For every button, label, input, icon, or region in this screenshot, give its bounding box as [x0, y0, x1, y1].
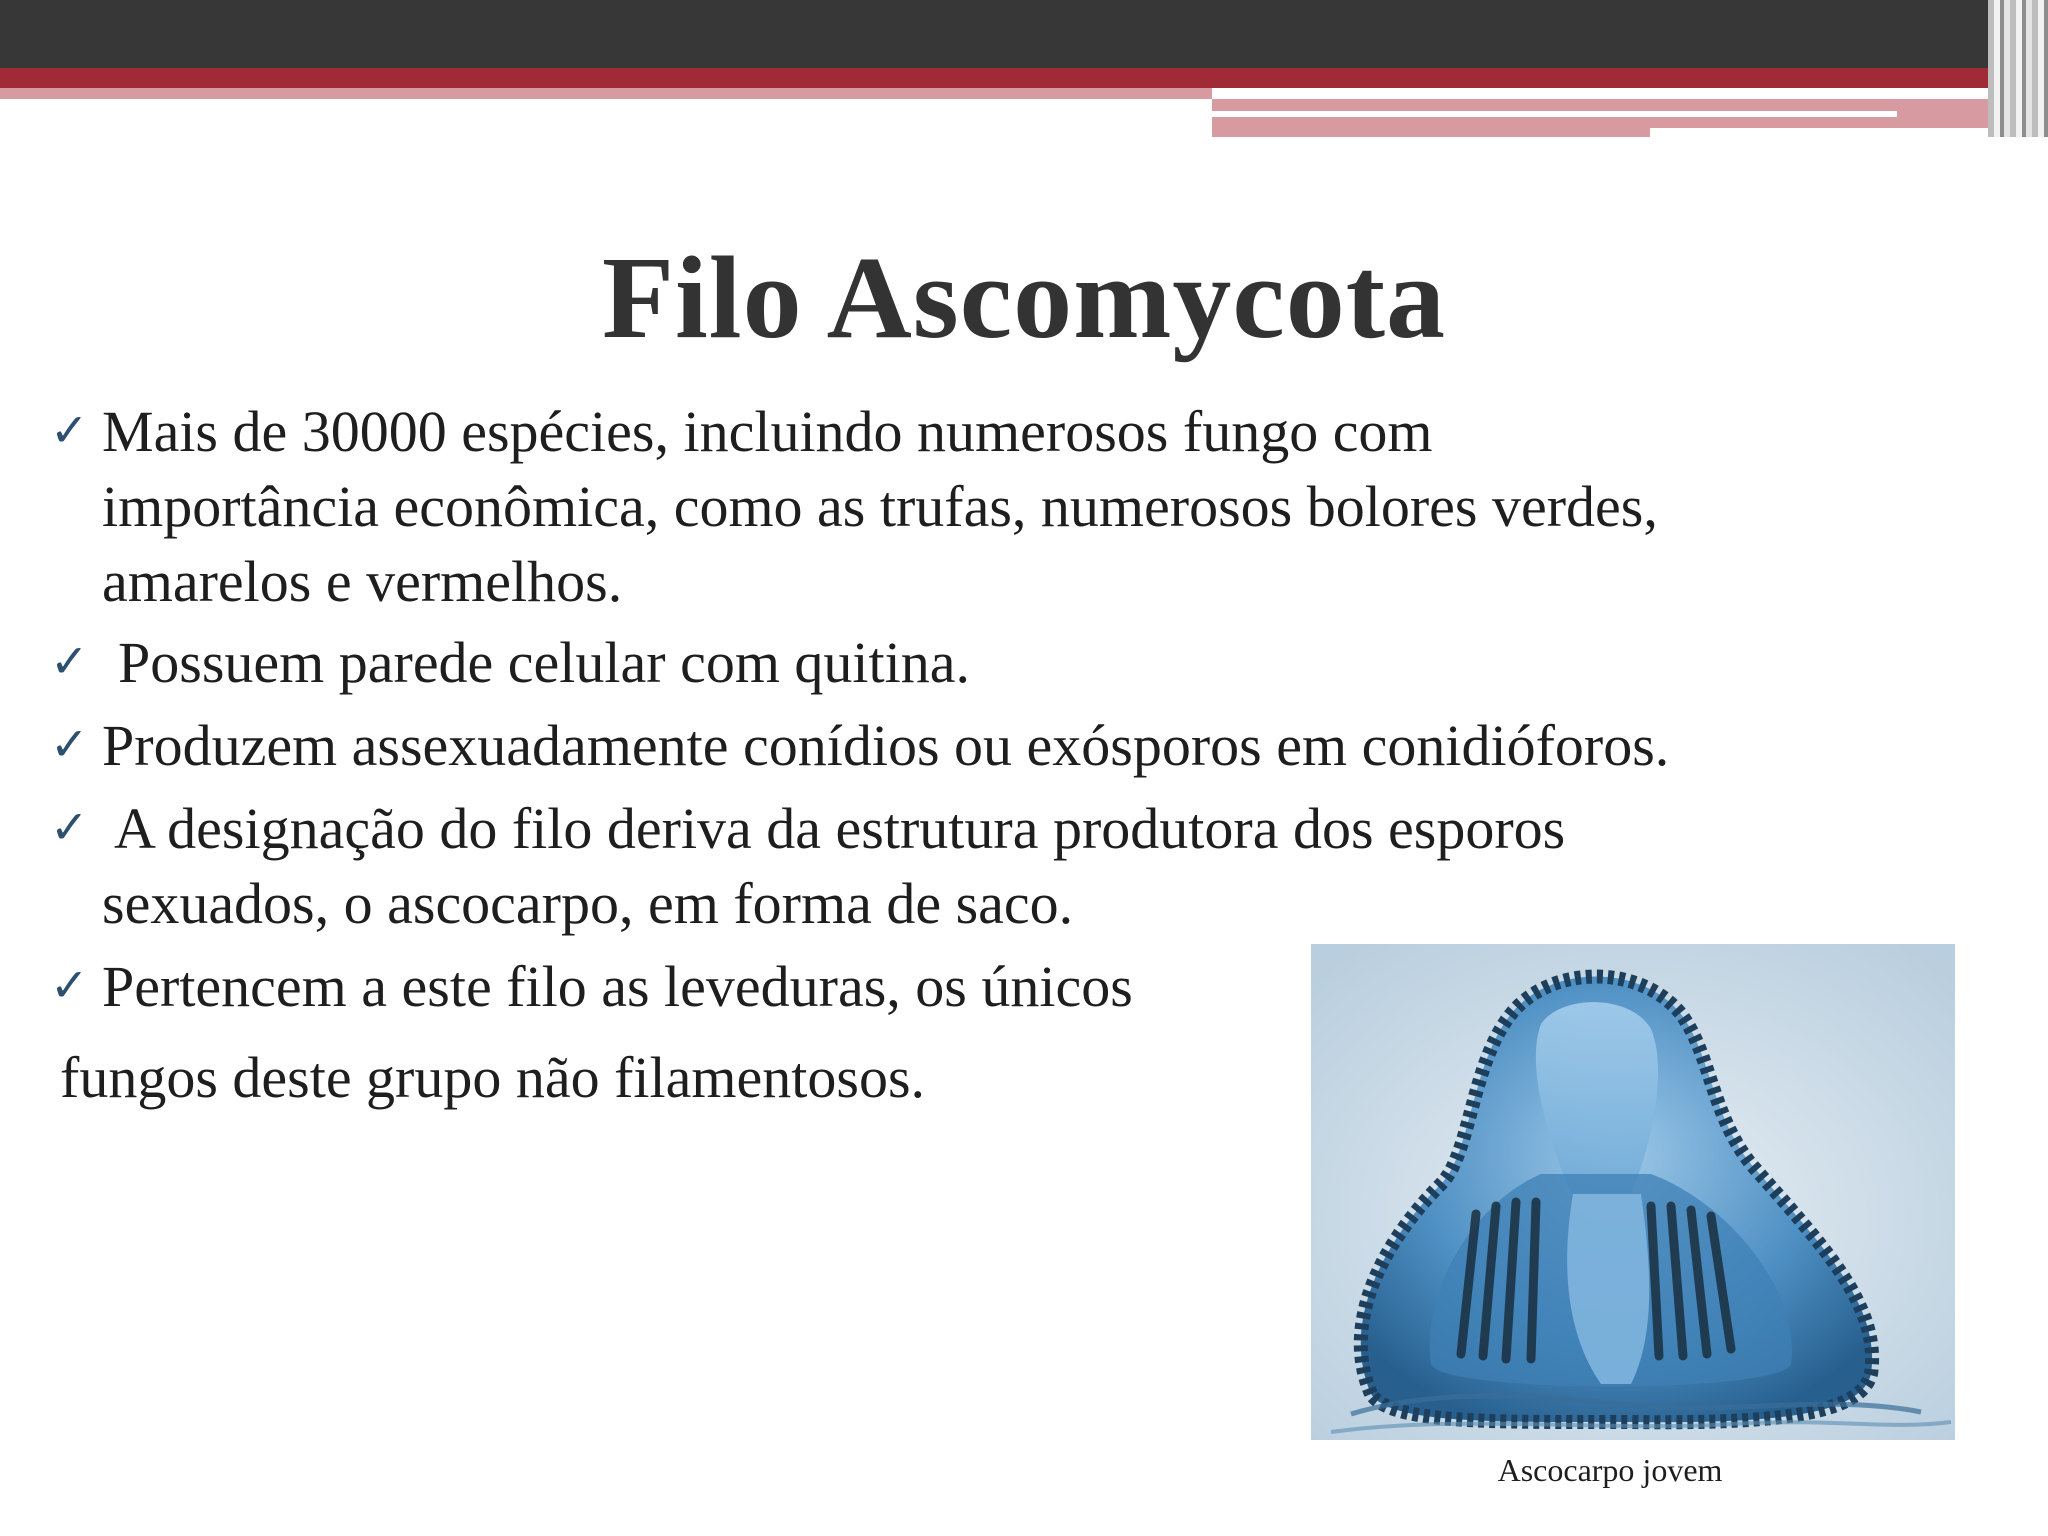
bullet-line: A designação do filo deriva da estrutura produtora dos esporos	[114, 796, 1566, 861]
bullet-list	[50, 394, 1970, 1032]
bullet-line: amarelos e vermelhos.	[102, 549, 623, 614]
figure-caption: Ascocarpo jovem	[1497, 1452, 1723, 1488]
bullet-item	[50, 394, 1970, 619]
bullet-continuation: fungos deste grupo não filamentosos.	[60, 1045, 926, 1110]
slide-title: Filo Ascomycota	[601, 232, 1447, 363]
header-white-line	[1212, 111, 1897, 117]
bullet-line: Possuem parede celular com quitina.	[118, 630, 971, 695]
bullet-line: Mais de 30000 espécies, incluindo numerosos fungo com	[102, 399, 1433, 464]
checkmark-icon: ✓	[50, 717, 89, 771]
checkmark-icon: ✓	[50, 403, 89, 457]
header-dark-bar	[0, 0, 2048, 68]
header-red-bar	[0, 68, 2048, 88]
ascocarp-image	[1311, 944, 1955, 1440]
bullet-line: Pertencem a este filo as leveduras, os únicos	[102, 954, 1133, 1019]
bullet-line: sexuados, o ascocarpo, em forma de saco.	[102, 871, 1074, 936]
bullet-item	[50, 791, 1970, 941]
ascocarp-illustration	[1311, 944, 1955, 1440]
bullet-line: Produzem assexuadamente conídios ou exósporos em conidióforos.	[102, 713, 1670, 778]
header-pink-bar-left	[0, 88, 1212, 99]
checkmark-icon: ✓	[50, 800, 89, 854]
bullet-line: importância econômica, como as trufas, numerosos bolores verdes,	[102, 474, 1658, 539]
checkmark-icon: ✓	[50, 634, 89, 688]
bullet-item	[50, 708, 1970, 783]
header-edge-stripes	[1988, 0, 2048, 137]
bullet-item	[50, 625, 1970, 700]
checkmark-icon: ✓	[50, 958, 89, 1012]
